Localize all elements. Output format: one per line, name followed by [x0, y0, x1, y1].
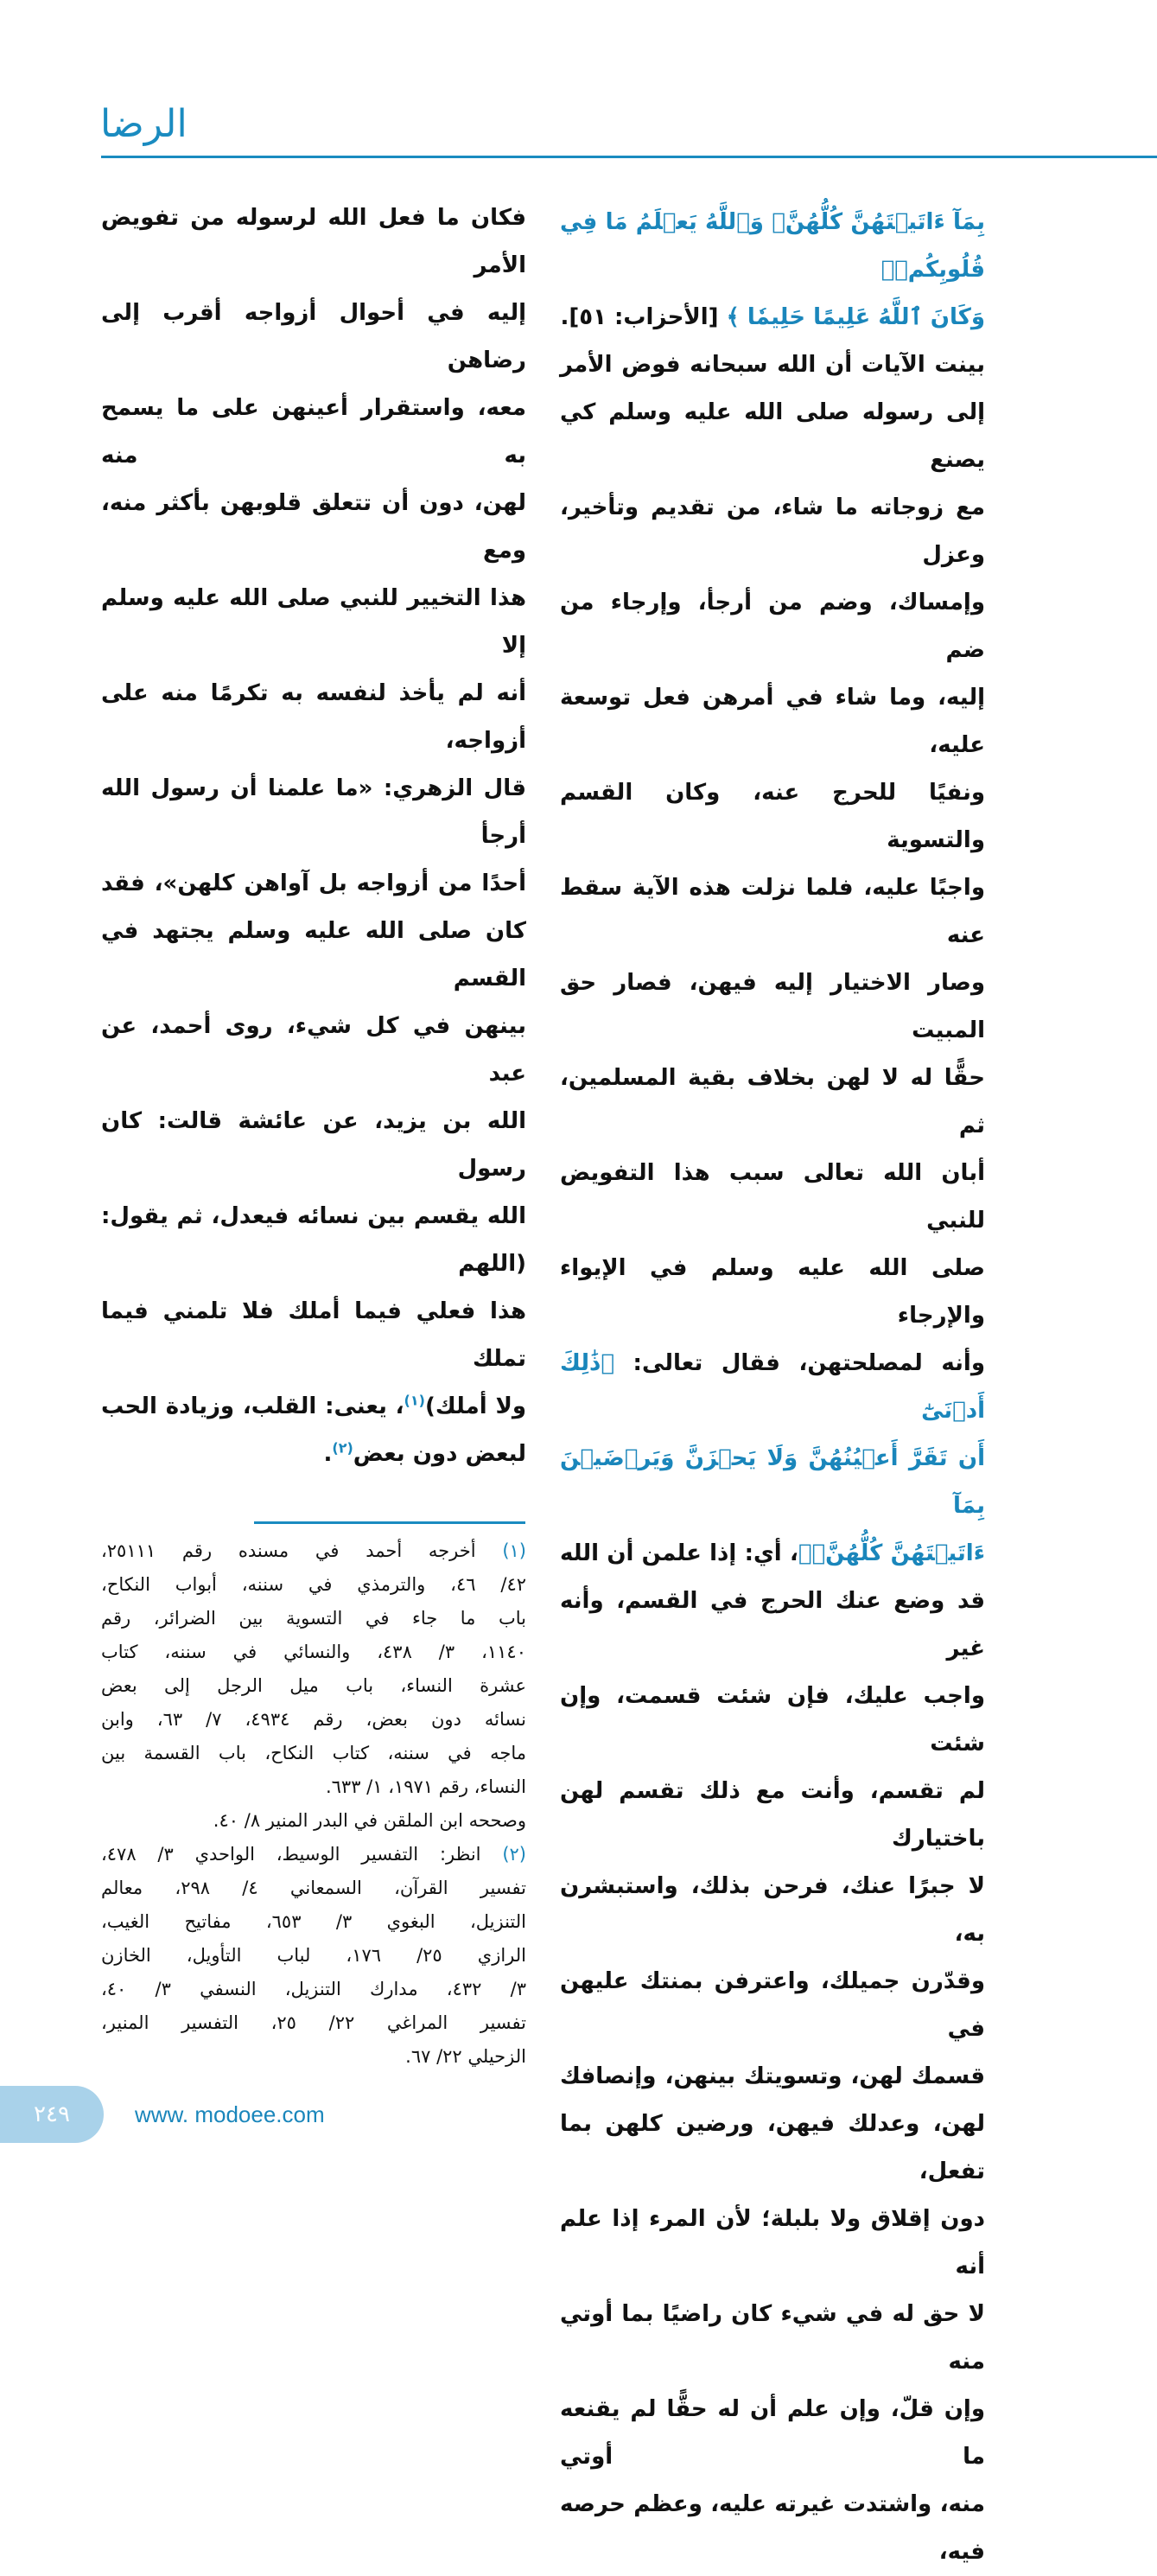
- quran-verse: ءَاتَيۡتَهُنَّ كُلُّهُنَّۚ﴾: [798, 1540, 985, 1566]
- text-line: إلى رسوله صلى الله عليه وسلم كي يصنع: [560, 399, 985, 473]
- text-segment: ، يعنى: القلب، وزيادة الحب: [101, 1393, 404, 1419]
- text-line: أحدًا من أزواجه بل آواهن كلهن»، فقد: [101, 870, 526, 896]
- footnote-line: الرازي ٢٥/ ١٧٦، لباب التأويل، الخازن: [101, 1945, 526, 1966]
- footnote-line: باب ما جاء في التسوية بين الضرائر، رقم: [101, 1608, 526, 1629]
- text-line: فكان ما فعل الله لرسوله من تفويض الأمر: [101, 205, 526, 278]
- footnote-line: تفسير المراغي ٢٢/ ٢٥، التفسير المنير،: [101, 2012, 526, 2033]
- text-line: وإن قلّ، وإن علم أن له حقًّا لم يقنعه ما أوتي: [560, 2396, 985, 2470]
- text-line: [560, 1530, 985, 1578]
- footnote-number: (١): [475, 1540, 526, 1561]
- text-line: وقدّرن جميلك، واعترفن بمنتك عليهن في: [560, 1968, 985, 2042]
- chapter-title: الرضا: [100, 102, 188, 146]
- text-line: هذا التخيير للنبي صلى الله عليه وسلم إلا: [101, 585, 526, 659]
- text-line: لم تقسم، وأنت مع ذلك تقسم لهن باختيارك: [560, 1778, 985, 1852]
- text-line: إليه في أحوال أزواجه أقرب إلى رضاهن: [101, 300, 526, 373]
- left-page-area: [0, 194, 526, 2143]
- text-line: بينت الآيات أن الله سبحانه فوض الأمر: [560, 352, 985, 378]
- text-line: قال الزهري: «ما علمنا أن رسول الله أرجأ: [101, 775, 526, 849]
- text-line: معه، واستقرار أعينهن على ما يسمح به منه: [101, 395, 526, 469]
- footnote-line: [101, 1838, 526, 1871]
- footnote-line: ١١٤٠، ٣/ ٤٣٨، والنسائي في سننه، كتاب: [101, 1642, 526, 1662]
- footnote-line: عشرة النساء، باب ميل الرجل إلى بعض: [101, 1675, 526, 1696]
- text-line: [560, 199, 985, 294]
- right-text-column: [560, 199, 985, 2576]
- text-line: هذا فعلي فيما أملك فلا تلمني فيما تملك: [101, 1298, 526, 1372]
- text-line: كان صلى الله عليه وسلم يجتهد في القسم: [101, 918, 526, 992]
- footnote-reference[interactable]: (١): [404, 1392, 425, 1409]
- quran-verse: ﴿ذَٰلِكَ أَدۡنَىٰٓ: [560, 1350, 985, 1424]
- left-text-column: [101, 194, 526, 1478]
- footnotes: [101, 1534, 526, 2074]
- text-line: وصار الاختيار إليه فيهن، فصار حق المبيت: [560, 970, 985, 1043]
- footnote-line: ٤٢/ ٤٦، والترمذي في سننه، أبواب النكاح،: [101, 1574, 526, 1595]
- text-line: الله بن يزيد، عن عائشة قالت: كان رسول: [101, 1108, 526, 1182]
- text-line: دون إقلاق ولا بلبلة؛ لأن المرء إذا علم أنه: [560, 2206, 985, 2280]
- footnote-line: تفسير القرآن، السمعاني ٤/ ٢٩٨، معالم: [101, 1878, 526, 1898]
- text-line: [560, 294, 985, 341]
- text-line: منه، واشتدت غيرته عليه، وعظم حرصه فيه،: [560, 2491, 985, 2565]
- text-line: لا حق له في شيء كان راضيًا بما أوتي منه: [560, 2301, 985, 2375]
- text-line: ونفيًا للحرج عنه، وكان القسم والتسوية: [560, 780, 985, 853]
- text-line: لهن، دون أن تتعلق قلوبهن بأكثر منه، ومع: [101, 490, 526, 564]
- text-line: الله يقسم بين نسائه فيعدل، ثم يقول: (اللهم: [101, 1203, 526, 1277]
- footnote-line: الزحيلي ٢٢/ ٦٧.: [405, 2046, 526, 2067]
- footnote-line: النساء، رقم ١٩٧١، ١/ ٦٣٣.: [325, 1776, 526, 1797]
- text-line: قسمك لهن، وتسويتك بينهن، وإنصافك: [560, 2063, 985, 2089]
- text-line: واجب عليك، فإن شئت قسمت، وإن شئت: [560, 1683, 985, 1757]
- text-line: أنه لم يأخذ لنفسه به تكرمًا منه على أزواجه،: [101, 680, 526, 754]
- text-line: قد وضع عنك الحرج في القسم، وأنه غير: [560, 1588, 985, 1661]
- text-segment: ولا أملك): [424, 1393, 526, 1419]
- text-line: [560, 1340, 985, 1435]
- footnote-line: التنزيل، البغوي ٣/ ٦٥٣، مفاتيح الغيب،: [101, 1911, 526, 1932]
- footnote-line: وصححه ابن الملقن في البدر المنير ٨/ ٤٠.: [213, 1810, 526, 1831]
- text-line: [101, 1431, 526, 1478]
- text-line: أبان الله تعالى سبب هذا التفويض للنبي: [560, 1160, 985, 1234]
- text-line: مع زوجاته ما شاء، من تقديم وتأخير، وعزل: [560, 494, 985, 568]
- page-number: ٢٤٩: [0, 2086, 104, 2143]
- text-line: [101, 1383, 526, 1431]
- text-segment: ، أي: إذا علمن أن الله: [560, 1540, 798, 1566]
- footnote-line: ماجه في سننه، كتاب النكاح، باب القسمة بين: [101, 1743, 526, 1763]
- text-line: وإمساك، وضم من أرجأ، وإرجاء من ضم: [560, 590, 985, 663]
- text-line: صلى الله عليه وسلم في الإيواء والإرجاء: [560, 1255, 985, 1329]
- footnote-line: ٣/ ٤٣٢، مدارك التنزيل، النسفي ٣/ ٤٠،: [101, 1979, 526, 1999]
- text-line: إليه، وما شاء في أمرهن فعل توسعة عليه،: [560, 685, 985, 758]
- footnote-number: (٢): [480, 1844, 526, 1865]
- quran-verse: بِمَآ ءَاتَيۡتَهُنَّ كُلُّهُنَّۚ وَٱللَّهُ يَعۡلَمُ مَا فِي قُلُوبِكُمۡۚ: [560, 209, 985, 283]
- text-segment: [الأحزاب: ٥١].: [560, 304, 727, 330]
- footnote-line: نسائه دون بعض، رقم ٤٩٣٤، ٧/ ٦٣، وابن: [101, 1709, 526, 1730]
- text-line: لهن، وعدلك فيهن، ورضين كلهن بما تفعل،: [560, 2111, 985, 2184]
- quran-verse: وَكَانَ ٱللَّهُ عَلِيمًا حَلِيمٗا ﴾: [726, 304, 985, 330]
- text-segment: لبعض دون بعض: [353, 1441, 526, 1467]
- text-line: [560, 1435, 985, 1530]
- text-segment: أخرجه أحمد في مسنده رقم ٢٥١١١،: [101, 1540, 476, 1561]
- text-line: واجبًا عليه، فلما نزلت هذه الآية سقط عنه: [560, 875, 985, 948]
- footnote-separator: [254, 1521, 525, 1524]
- header-rule: [101, 156, 1157, 158]
- footnote-reference[interactable]: (٢): [332, 1439, 353, 1457]
- text-line: بينهن في كل شيء، روى أحمد، عن عبد: [101, 1013, 526, 1087]
- website-link[interactable]: www. modoee.com: [135, 2101, 325, 2127]
- text-segment: وأنه لمصلحتهن، فقال تعالى:: [613, 1350, 985, 1376]
- text-segment: انظر: التفسير الوسيط، الواحدي ٣/ ٤٧٨،: [101, 1844, 481, 1865]
- page-footer: [0, 2074, 526, 2143]
- text-line: لا جبرًا عنك، فرحن بذلك، واستبشرن به،: [560, 1873, 985, 1947]
- text-line: حقًّا له لا لهن بخلاف بقية المسلمين، ثم: [560, 1065, 985, 1138]
- footnote-line: [101, 1534, 526, 1568]
- text-segment: .: [323, 1441, 333, 1467]
- quran-verse: أَن تَقَرَّ أَعۡيُنُهُنَّ وَلَا يَحۡزَنَّ وَيَرۡضَيۡنَ بِمَآ: [560, 1445, 985, 1519]
